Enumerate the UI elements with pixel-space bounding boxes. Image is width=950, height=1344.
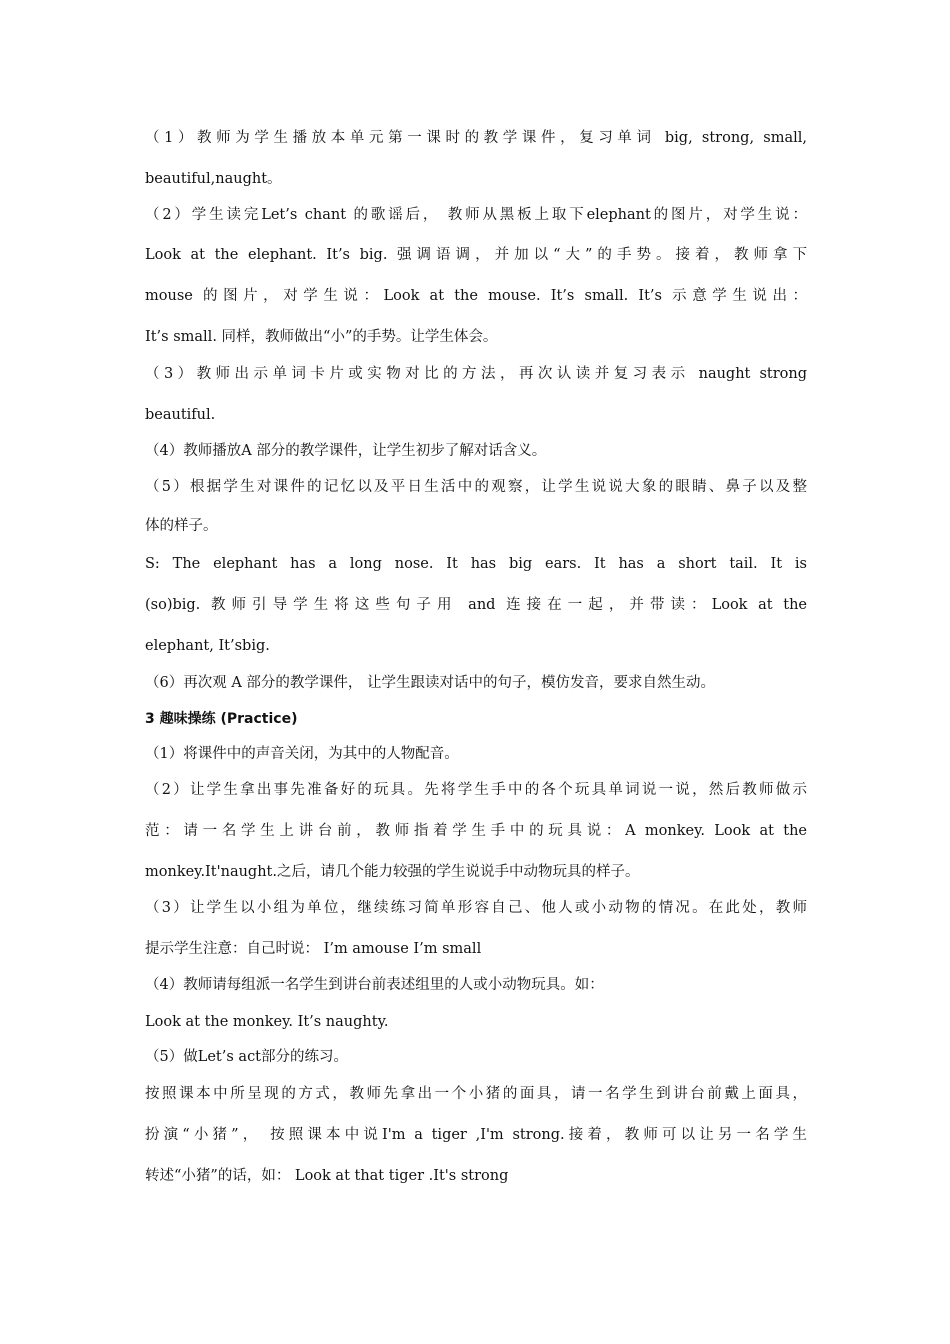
text-line: （5）做Let’s act部分的练习。 (145, 1049, 349, 1065)
text-line: mouse 的图片，对学生说：Look at the mouse. It’s small. It’s 示意学生说出： (145, 288, 807, 304)
text-line: （5）根据学生对课件的记忆以及平日生活中的观察，让学生说说大象的眼睛、鼻子以及整 (145, 479, 807, 495)
text-line: 体的样子。 (145, 518, 218, 534)
text-line: （6）再次观 A 部分的教学课件， 让学生跟读对话中的句子，模仿发音，要求自然生动。 (145, 675, 716, 691)
text-line: （3）让学生以小组为单位，继续练习简单形容自己、他人或小动物的情况。在此处，教师 (145, 900, 807, 916)
text-line: （4）教师请每组派一名学生到讲台前表述组里的人或小动物玩具。如： (145, 977, 604, 993)
text-line: Look at the elephant. It’s big. 强调语调，并加以“大”的手势。接着，教师拿下 (145, 247, 807, 263)
text-line: （3）教师出示单词卡片或实物对比的方法，再次认读并复习表示 naught strong (145, 366, 807, 382)
text-line: （2）学生读完Let’s chant 的歌谣后， 教师从黑板上取下elephant的图片，对学生说： (145, 207, 807, 223)
text-line: （1）教师为学生播放本单元第一课时的教学课件，复习单词 big, strong, small, (145, 130, 807, 146)
text-line: （1）将课件中的声音关闭，为其中的人物配音。 (145, 746, 459, 762)
text-line: beautiful,naught。 (145, 171, 282, 187)
text-line: elephant, It’sbig. (145, 638, 270, 654)
section-heading: 3 趣味操练 (Practice) (145, 711, 298, 727)
text-line: 范：请一名学生上讲台前，教师指着学生手中的玩具说：A monkey. Look at the (145, 823, 807, 839)
text-line: monkey.It'naught.之后，请几个能力较强的学生说说手中动物玩具的样子。 (145, 864, 640, 880)
text-line: 按照课本中所呈现的方式，教师先拿出一个小猪的面具，请一名学生到讲台前戴上面具， (145, 1086, 807, 1102)
text-line: 转述“小猪”的话，如： Look at that tiger .It's strong (145, 1168, 509, 1184)
text-line: Look at the monkey. It’s naughty. (145, 1014, 389, 1030)
text-line: 扮演“小猪”， 按照课本中说I'm a tiger ,I'm strong.接着，教师可以让另一名学生 (145, 1127, 807, 1143)
text-line: （4）教师播放A 部分的教学课件，让学生初步了解对话含义。 (145, 443, 547, 459)
text-line: beautiful. (145, 407, 216, 423)
text-line: S: The elephant has a long nose. It has big ears. It has a short tail. It is (145, 556, 807, 572)
text-line: （2）让学生拿出事先准备好的玩具。先将学生手中的各个玩具单词说一说，然后教师做示 (145, 782, 807, 798)
text-line: It’s small. 同样，教师做出“小”的手势。让学生体会。 (145, 329, 498, 345)
text-line: 提示学生注意：自己时说： I’m amouse I’m small (145, 941, 482, 957)
text-line: (so)big. 教师引导学生将这些句子用 and 连接在一起，并带读：Look at the (145, 597, 807, 613)
